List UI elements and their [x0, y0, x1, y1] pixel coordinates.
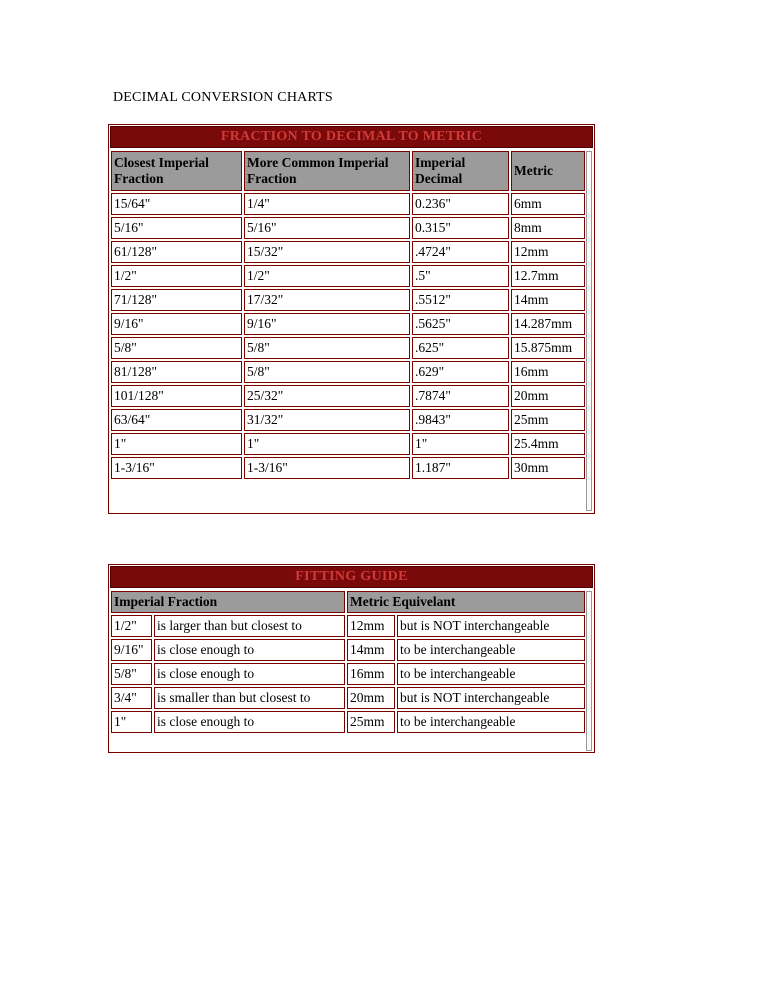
cell-interchangeability: to be interchangeable: [397, 663, 585, 685]
table-row: [111, 457, 585, 479]
cell-closest-imperial-fraction: 1/2": [111, 265, 242, 287]
page-title: DECIMAL CONVERSION CHARTS: [113, 90, 333, 105]
cell-interchangeability: to be interchangeable: [397, 639, 585, 661]
fitting-guide-banner: FITTING GUIDE: [110, 566, 593, 588]
table-row: [111, 385, 585, 407]
cell-relation: is smaller than but closest to: [154, 687, 345, 709]
cell-metric-equivelant: 14mm: [347, 639, 395, 661]
cell-more-common-imperial-fraction: 1/4": [244, 193, 410, 215]
table-row: [111, 409, 585, 431]
cell-more-common-imperial-fraction: 31/32": [244, 409, 410, 431]
cell-metric: 8mm: [511, 217, 585, 239]
header-metric-equivelant: Metric Equivelant: [347, 591, 585, 613]
cell-closest-imperial-fraction: 1": [111, 433, 242, 455]
cell-more-common-imperial-fraction: 5/8": [244, 337, 410, 359]
cell-imperial-decimal: .629": [412, 361, 509, 383]
cell-more-common-imperial-fraction: 25/32": [244, 385, 410, 407]
cell-more-common-imperial-fraction: 15/32": [244, 241, 410, 263]
cell-metric-equivelant: 25mm: [347, 711, 395, 733]
cell-imperial-decimal: .5512": [412, 289, 509, 311]
header-imperial-fraction: Imperial Fraction: [111, 591, 345, 613]
cell-relation: is close enough to: [154, 663, 345, 685]
cell-metric: 12mm: [511, 241, 585, 263]
header-more-common-imperial-fraction: More Common Imperial Fraction: [244, 151, 410, 191]
table-row: [111, 639, 585, 661]
fitting-guide: [108, 564, 595, 753]
header-imperial-decimal: Imperial Decimal: [412, 151, 509, 191]
table-row: [111, 687, 585, 709]
cell-metric: 12.7mm: [511, 265, 585, 287]
conversion-header-row: [111, 151, 585, 191]
conversion-table: [109, 149, 587, 481]
cell-metric: 30mm: [511, 457, 585, 479]
cell-imperial-fraction: 5/8": [111, 663, 152, 685]
cell-imperial-decimal: 0.315": [412, 217, 509, 239]
fitting-table: [109, 589, 587, 735]
cell-interchangeability: but is NOT interchangeable: [397, 615, 585, 637]
cell-imperial-decimal: .9843": [412, 409, 509, 431]
table-row: [111, 313, 585, 335]
cell-closest-imperial-fraction: 71/128": [111, 289, 242, 311]
cell-more-common-imperial-fraction: 9/16": [244, 313, 410, 335]
table-row: [111, 361, 585, 383]
cell-closest-imperial-fraction: 5/8": [111, 337, 242, 359]
cell-metric: 14.287mm: [511, 313, 585, 335]
cell-closest-imperial-fraction: 101/128": [111, 385, 242, 407]
cell-imperial-decimal: 1": [412, 433, 509, 455]
cell-interchangeability: but is NOT interchangeable: [397, 687, 585, 709]
cell-relation: is close enough to: [154, 711, 345, 733]
cell-closest-imperial-fraction: 61/128": [111, 241, 242, 263]
cell-metric: 6mm: [511, 193, 585, 215]
cell-relation: is larger than but closest to: [154, 615, 345, 637]
cell-closest-imperial-fraction: 15/64": [111, 193, 242, 215]
table-row: [111, 337, 585, 359]
cell-closest-imperial-fraction: 63/64": [111, 409, 242, 431]
cell-metric: 15.875mm: [511, 337, 585, 359]
cell-imperial-decimal: 1.187": [412, 457, 509, 479]
cell-imperial-decimal: .5625": [412, 313, 509, 335]
cell-metric: 16mm: [511, 361, 585, 383]
cell-metric: 25mm: [511, 409, 585, 431]
table-row: [111, 241, 585, 263]
cell-metric-equivelant: 12mm: [347, 615, 395, 637]
table-row: [111, 433, 585, 455]
header-metric: Metric: [511, 151, 585, 191]
cell-imperial-decimal: .7874": [412, 385, 509, 407]
cell-imperial-fraction: 1/2": [111, 615, 152, 637]
cell-closest-imperial-fraction: 81/128": [111, 361, 242, 383]
cell-imperial-fraction: 1": [111, 711, 152, 733]
header-closest-imperial-fraction: Closest Imperial Fraction: [111, 151, 242, 191]
table-row: [111, 663, 585, 685]
cell-imperial-decimal: .5": [412, 265, 509, 287]
cell-closest-imperial-fraction: 5/16": [111, 217, 242, 239]
cell-more-common-imperial-fraction: 5/8": [244, 361, 410, 383]
cell-metric-equivelant: 16mm: [347, 663, 395, 685]
cell-closest-imperial-fraction: 1-3/16": [111, 457, 242, 479]
cell-metric: 14mm: [511, 289, 585, 311]
conversion-chart: [108, 124, 595, 514]
cell-more-common-imperial-fraction: 1/2": [244, 265, 410, 287]
table-row: [111, 217, 585, 239]
table-row: [111, 193, 585, 215]
fitting-scrollbar[interactable]: [586, 591, 592, 751]
cell-relation: is close enough to: [154, 639, 345, 661]
cell-metric: 25.4mm: [511, 433, 585, 455]
fitting-header-row: [111, 591, 585, 613]
cell-more-common-imperial-fraction: 1-3/16": [244, 457, 410, 479]
cell-imperial-decimal: 0.236": [412, 193, 509, 215]
cell-imperial-decimal: .4724": [412, 241, 509, 263]
cell-imperial-decimal: .625": [412, 337, 509, 359]
conversion-chart-banner: FRACTION TO DECIMAL TO METRIC: [110, 126, 593, 148]
cell-metric-equivelant: 20mm: [347, 687, 395, 709]
cell-interchangeability: to be interchangeable: [397, 711, 585, 733]
table-row: [111, 289, 585, 311]
cell-more-common-imperial-fraction: 5/16": [244, 217, 410, 239]
cell-metric: 20mm: [511, 385, 585, 407]
conversion-scrollbar[interactable]: [586, 151, 592, 511]
cell-closest-imperial-fraction: 9/16": [111, 313, 242, 335]
table-row: [111, 615, 585, 637]
table-row: [111, 711, 585, 733]
cell-more-common-imperial-fraction: 1": [244, 433, 410, 455]
cell-imperial-fraction: 3/4": [111, 687, 152, 709]
cell-more-common-imperial-fraction: 17/32": [244, 289, 410, 311]
cell-imperial-fraction: 9/16": [111, 639, 152, 661]
table-row: [111, 265, 585, 287]
